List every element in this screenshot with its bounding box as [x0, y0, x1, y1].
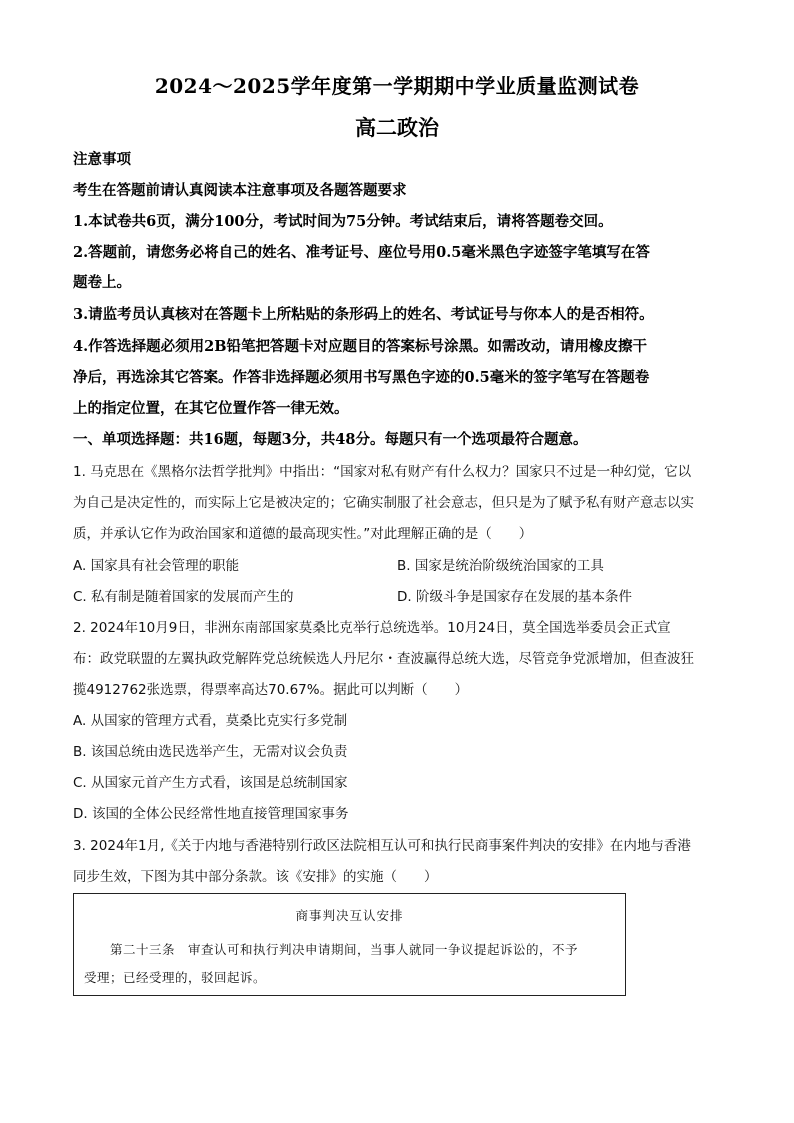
excerpt-line: 第二十三条 审查认可和执行判决申请期间，当事人就同一争议提起诉讼的，不予 [84, 942, 579, 957]
question-3-text: 同步生效，下图为其中部分条款。该《安排》的实施（ ） [73, 869, 438, 885]
question-2-text: 布：政党联盟的左翼执政党解阵党总统候选人丹尼尔・查波赢得总统大选，尽管竞争党派增加，但查波狂 [73, 651, 694, 667]
question-2-text: 2. 2024年10月9日，非洲东南部国家莫桑比克举行总统选举。10月24日，莫全国选举委员会正式宣 [73, 620, 671, 636]
question-2-text: 揽4912762张选票，得票率高达70.67%。据此可以判断（ ） [73, 682, 469, 698]
exam-subject: 高二政治 [355, 115, 439, 140]
excerpt-title: 商事判决互认安排 [295, 908, 404, 923]
notes-line: 4.作答选择题必须用2B铅笔把答题卡对应题目的答案标号涂黑。如需改动，请用橡皮擦干 [73, 338, 647, 355]
excerpt-line: 受理；已经受理的，驳回起诉。 [84, 970, 267, 985]
question-1-text: 为自己是决定性的，而实际上它是被决定的；它确实制服了社会意志，但只是为了赋予私有财产意志以实 [73, 495, 694, 511]
notes-line: 上的指定位置，在其它位置作答一律无效。 [73, 400, 349, 417]
question-1-option-c: C. 私有制是随着国家的发展而产生的 [73, 589, 294, 605]
notes-heading: 注意事项 [73, 151, 131, 168]
question-1-option-a: A. 国家具有社会管理的职能 [73, 558, 240, 574]
question-1-text: 质，并承认它作为政治国家和道德的最高现实性。”对此理解正确的是（ ） [73, 526, 533, 542]
question-1-option-d: D. 阶级斗争是国家存在发展的基本条件 [397, 589, 632, 605]
notes-line: 2.答题前，请您务必将自己的姓名、准考证号、座位号用0.5毫米黑色字迹签字笔填写在答 [73, 244, 650, 261]
notes-line: 1.本试卷共6页，满分100分，考试时间为75分钟。考试结束后，请将答题卷交回。 [73, 213, 613, 230]
question-2-option-d: D. 该国的全体公民经常性地直接管理国家事务 [73, 806, 349, 822]
notes-line: 净后，再选涂其它答案。作答非选择题必须用书写黑色字迹的0.5毫米的签字笔写在答题卷 [73, 369, 650, 386]
notes-line: 题卷上。 [73, 274, 131, 291]
question-1-option-b: B. 国家是统治阶级统治国家的工具 [397, 558, 604, 574]
notes-line: 3.请监考员认真核对在答题卡上所粘贴的条形码上的姓名、考试证号与你本人的是否相符。 [73, 306, 654, 323]
question-1-text: 1. 马克思在《黑格尔法哲学批判》中指出：“国家对私有财产有什么权力？国家只不过是一种幻觉，它以 [73, 464, 692, 480]
question-2-option-b: B. 该国总统由选民选举产生，无需对议会负责 [73, 744, 348, 760]
question-3-text: 3. 2024年1月,《关于内地与香港特别行政区法院相互认可和执行民商事案件判决的安排》在内地与香港 [73, 838, 691, 854]
question-2-option-a: A. 从国家的管理方式看，莫桑比克实行多党制 [73, 713, 348, 729]
section-heading: 一、单项选择题：共16题，每题3分，共48分。每题只有一个选项最符合题意。 [73, 431, 588, 448]
question-2-option-c: C. 从国家元首产生方式看，该国是总统制国家 [73, 775, 348, 791]
exam-title: 2024～2025学年度第一学期期中学业质量监测试卷 [154, 74, 640, 98]
question-3-excerpt-box [73, 893, 626, 996]
notes-line: 考生在答题前请认真阅读本注意事项及各题答题要求 [73, 182, 407, 199]
